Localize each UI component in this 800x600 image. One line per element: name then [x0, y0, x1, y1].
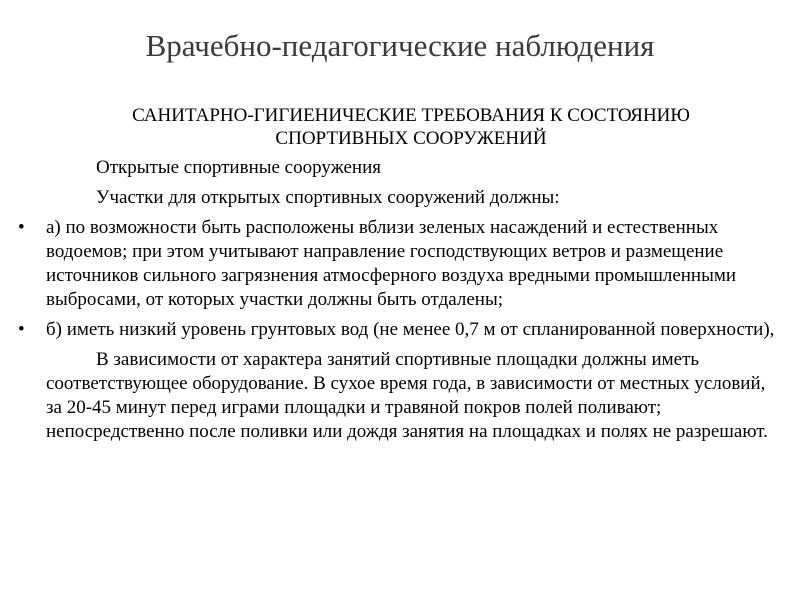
intro-text: Участки для открытых спортивных сооружений должны: [96, 187, 560, 208]
bullet-item-b [18, 318, 776, 342]
slide-title: Врачебно-педагогические наблюдения [145, 28, 655, 63]
bullet-icon: • [18, 319, 25, 340]
subtitle-line-1: САНИТАРНО-ГИГИЕНИЧЕСКИЕ ТРЕБОВАНИЯ К СОСТОЯНИЮ [132, 105, 690, 126]
section-heading: Открытые спортивные сооружения [96, 157, 381, 178]
bullet-list [18, 216, 776, 342]
bullet-item-a [18, 216, 776, 312]
subtitle [46, 104, 776, 150]
bullet-text-b: б) иметь низкий уровень грунтовых вод (не менее 0,7 м от спланированной поверхности), [46, 319, 775, 340]
bullet-icon: • [18, 217, 25, 238]
slide-content [18, 104, 776, 450]
subtitle-line-2: СПОРТИВНЫХ СООРУЖЕНИЙ [275, 128, 547, 149]
closing-paragraph: В зависимости от характера занятий спортивные площадки должны иметь соответствующее оборудование. В сухое время года, в зависимости от местных условий, за 20-45 минут перед играми площадки и травяной покров полей поливают; непосредственно после поливки или дождя занятия на площадках и полях не разрешают. [46, 349, 768, 442]
bullet-text-a: а) по возможности быть расположены вблизи зеленых насаждений и естественных водоемов; при этом учитывают направление господствующих ветров и размещение источников сильного загрязнения атмосферного воздуха вредными промышленными выбросами, от которых участки должны быть отдалены; [46, 217, 737, 310]
